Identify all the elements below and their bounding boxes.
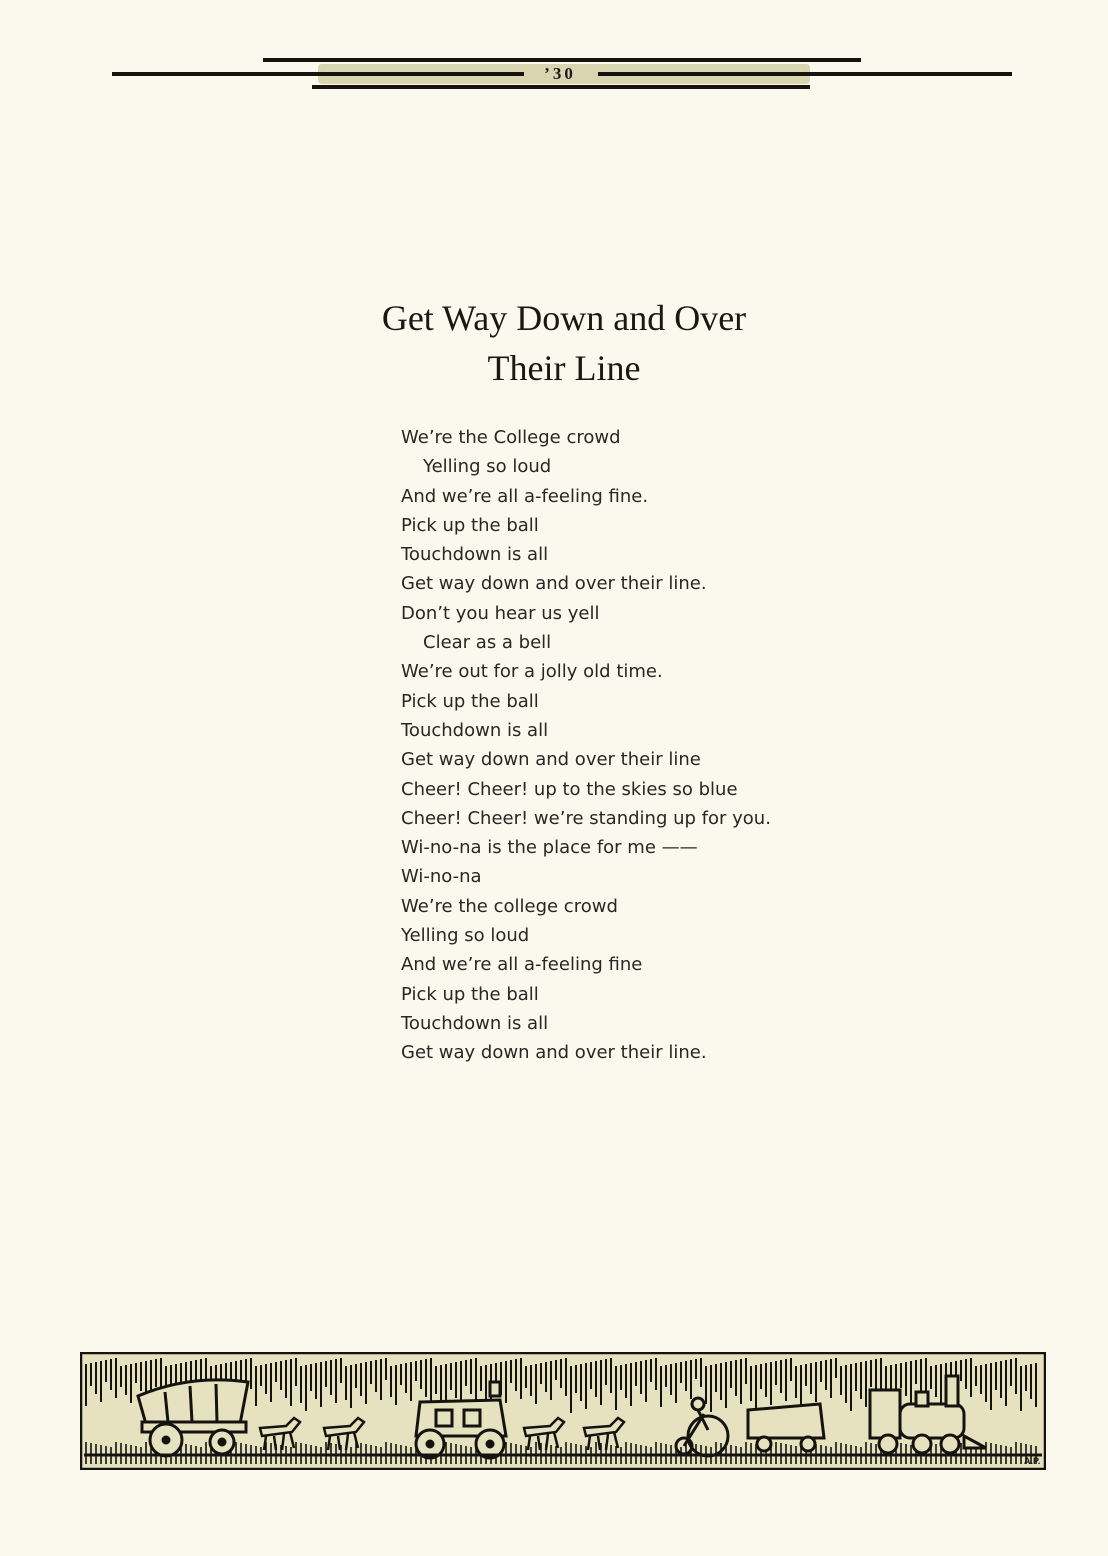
- lyric-line: We’re the college crowd: [401, 895, 618, 917]
- song-title-line-2: Their Line: [487, 348, 641, 388]
- lyric-line: Get way down and over their line.: [401, 1042, 707, 1064]
- lyric-line: Touchdown is all: [401, 1012, 549, 1034]
- lyric-line: Clear as a bell: [423, 632, 552, 654]
- lyric-line: Don’t you hear us yell: [401, 602, 600, 624]
- artist-initials: A.P.: [1024, 1456, 1041, 1466]
- lyric-line: We’re out for a jolly old time.: [401, 661, 663, 683]
- lyric-line: Touchdown is all: [401, 544, 549, 566]
- lyric-line: Touchdown is all: [401, 719, 549, 741]
- lyric-line: Cheer! Cheer! we’re standing up for you.: [401, 807, 771, 829]
- header-rule-right: [598, 72, 1012, 76]
- lyric-line: Yelling so loud: [401, 925, 530, 947]
- lyric-line: Pick up the ball: [401, 983, 539, 1005]
- song-lyrics: [401, 423, 841, 1068]
- lyric-line: Pick up the ball: [401, 690, 539, 712]
- lyric-line: Get way down and over their line.: [401, 573, 707, 595]
- page-header: [0, 0, 1108, 110]
- header-rule-left: [112, 72, 524, 76]
- lyric-line: Wi-no-na: [401, 866, 482, 888]
- lyric-line: Pick up the ball: [401, 514, 539, 536]
- song-title-line-1: Get Way Down and Over: [381, 298, 747, 338]
- lyric-line: Wi-no-na is the place for me ——: [401, 837, 698, 859]
- song-title: [300, 293, 828, 393]
- lyric-line: Yelling so loud: [423, 456, 552, 478]
- decorative-frieze: [80, 1352, 1046, 1470]
- lyric-line: And we’re all a-feeling fine: [401, 954, 643, 976]
- lyric-line: Cheer! Cheer! up to the skies so blue: [401, 778, 738, 800]
- lyric-line: And we’re all a-feeling fine.: [401, 485, 649, 507]
- yearbook-year: ’30: [544, 64, 576, 83]
- lyric-line: We’re the College crowd: [401, 427, 621, 448]
- lyric-line: Get way down and over their line: [401, 749, 701, 771]
